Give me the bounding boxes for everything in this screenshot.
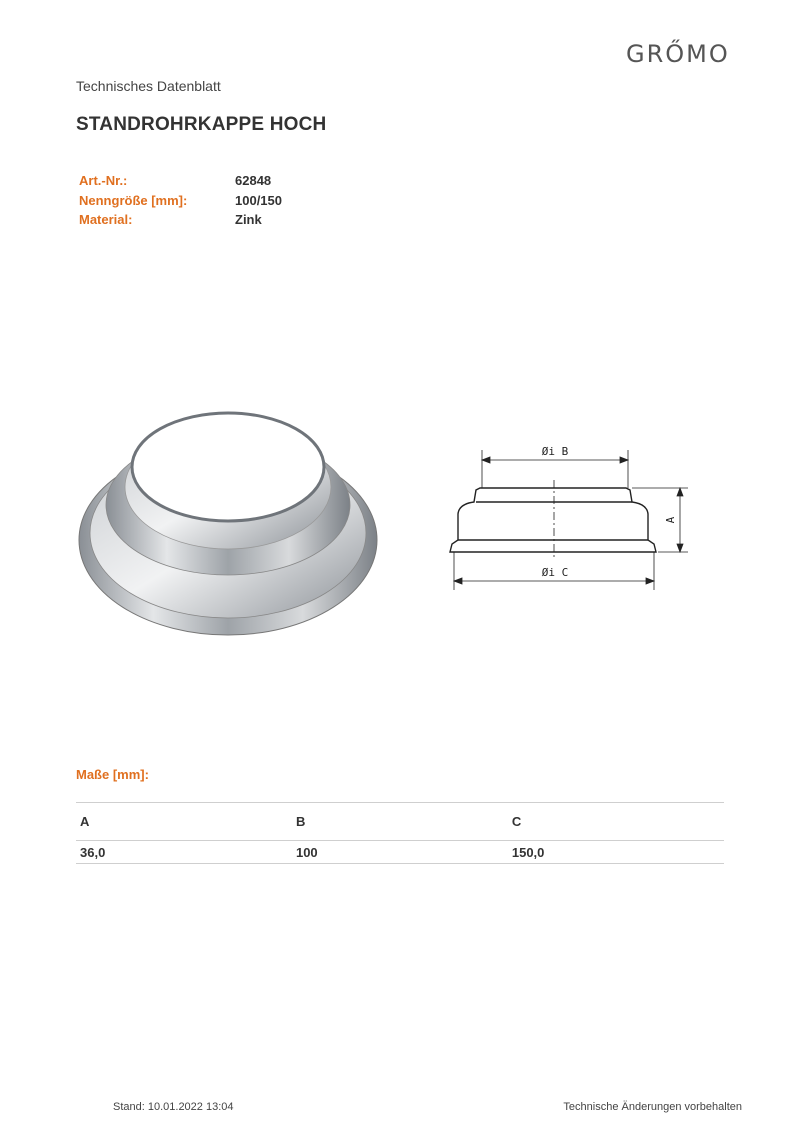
column-header: C xyxy=(511,814,522,829)
spec-label: Material: xyxy=(79,212,133,227)
table-row xyxy=(76,841,724,864)
table-cell: 150,0 xyxy=(511,844,545,860)
dim-c-label: Øi C xyxy=(541,566,569,579)
spec-value: 100/150 xyxy=(235,192,282,208)
dimensions-heading: Maße [mm]: xyxy=(76,767,149,782)
spec-value: 62848 xyxy=(235,173,272,188)
document-type: Technisches Datenblatt xyxy=(76,78,221,94)
table-cell: 36,0 xyxy=(80,844,106,860)
spec-value: Zink xyxy=(235,212,262,227)
footer-date: Stand: 10.01.2022 13:04 xyxy=(113,1101,234,1113)
dim-a-label: A xyxy=(664,516,677,524)
dim-b-label: Øi B xyxy=(541,445,569,458)
product-image xyxy=(76,395,386,640)
spec-row-size xyxy=(79,193,282,213)
spec-list xyxy=(79,173,282,232)
table-header-row xyxy=(76,803,724,841)
spec-row-material xyxy=(79,212,282,232)
dimensions-table xyxy=(76,802,724,864)
footer-note: Technische Änderungen vorbehalten xyxy=(563,1101,742,1113)
page-title: STANDROHRKAPPE HOCH xyxy=(76,114,327,135)
spec-label: Art.-Nr.: xyxy=(79,173,128,188)
technical-drawing xyxy=(440,440,700,600)
brand-logo: GRŐMO xyxy=(626,40,730,68)
column-header: B xyxy=(295,814,306,829)
spec-row-article xyxy=(79,173,282,193)
spec-label: Nenngröße [mm]: xyxy=(79,192,188,208)
column-header: A xyxy=(80,814,90,829)
table-cell: 100 xyxy=(295,844,318,860)
